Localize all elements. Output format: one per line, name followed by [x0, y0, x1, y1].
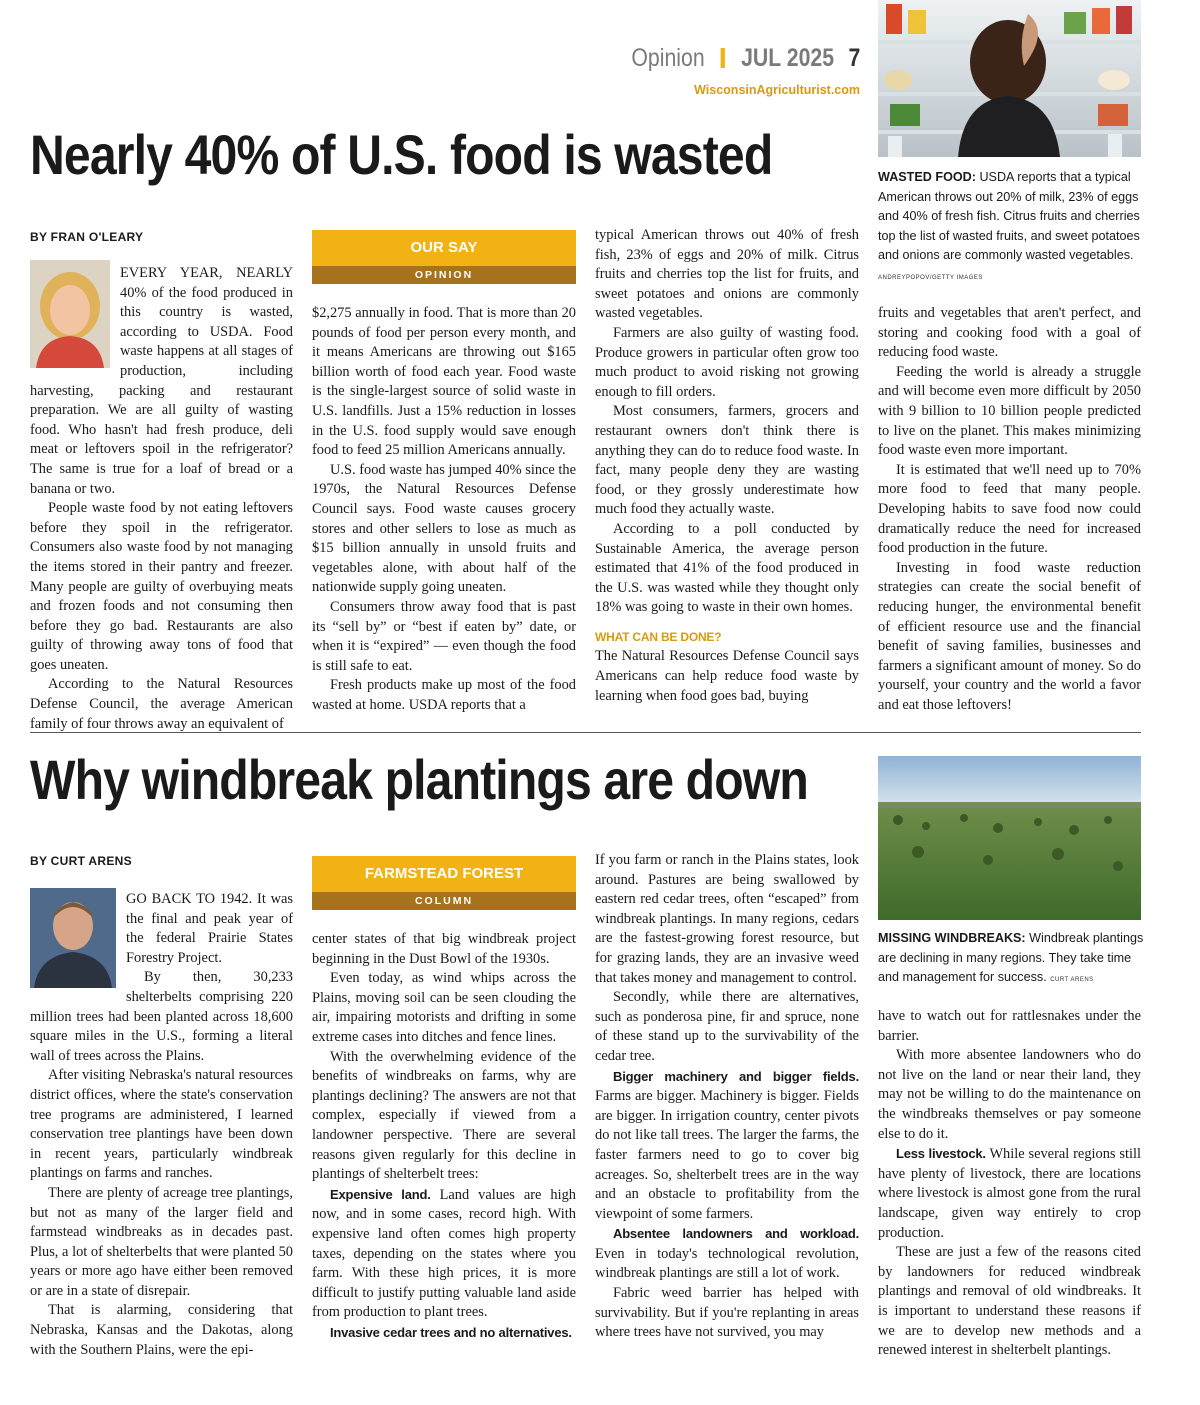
paragraph: Fabric weed barrier has helped with survivability. But if you're replanting in areas where trees have not survived, you may — [595, 1285, 859, 1341]
woman-at-fridge-illustration — [878, 0, 1141, 157]
paragraph: Consumers throw away food that is past its “sell by” or “best if eaten by” date, or when it is “expired” — even though the food is still safe to eat. — [312, 598, 576, 674]
paragraph: Secondly, while there are alternatives, such as ponderosa pine, fir and spruce, none of these stand up to the survivability of the cedar tree. — [595, 989, 859, 1064]
paragraph-text: While several regions still have plenty of livestock, there are locations where livestock is almost gone from the rural landscape, given way entirely to crop production. — [878, 1146, 1141, 1241]
caption-label: MISSING WINDBREAKS: — [878, 931, 1026, 945]
subhead-what-can-be-done: WHAT CAN BE DONE? — [595, 629, 722, 644]
page-number: 7 — [848, 44, 860, 72]
article1-headline: Nearly 40% of U.S. food is wasted — [30, 123, 773, 186]
subhead-expensive-land: Expensive land. — [330, 1186, 431, 1202]
paragraph — [312, 1323, 576, 1344]
paragraph: Fresh products make up most of the food wasted at home. USDA reports that a — [312, 677, 576, 713]
article1-lead-paragraph: EVERY YEAR, NEARLY 40% of the food produced in this country is wasted, according to USDA. Food waste happens at all stages of production, including harvesting, packing and restaurant preparation. We are all guilty of wasting food. Who hasn't had fresh produce, deli meat or leftovers spoil in the refrigerator? The same is true for a loaf of bread or a banana or two. — [30, 265, 293, 497]
farmstead-forest-tag — [312, 856, 576, 910]
paragraph: have to watch out for rattlesnakes under the barrier. — [878, 1008, 1141, 1044]
tag-sub: COLUMN — [312, 892, 576, 910]
paragraph: Farmers are also guilty of wasting food. Produce growers in particular often grow too much product to avoid risking not growing enough to fill orders. — [595, 324, 859, 400]
header-divider — [720, 48, 724, 68]
subhead-bigger-machinery: Bigger machinery and bigger fields. — [613, 1068, 859, 1084]
prairie-landscape-illustration — [878, 756, 1141, 920]
paragraph — [878, 1144, 1141, 1243]
caption-text: Windbreak plantings are declining in many regions. They take time and management for success. — [878, 931, 1144, 984]
paragraph — [595, 1067, 859, 1225]
paragraph: Even today, as wind whips across the Plains, moving soil can be seen clouding the air, impairing motorists and drifting in some extreme cases into ditches and fence lines. — [312, 970, 576, 1045]
article2-column-1 — [30, 890, 293, 1360]
paragraph: With more absentee landowners who do not live on the land or near their land, they may not be willing to do the maintenance on the windbreaks themselves or pay someone else to do it. — [878, 1047, 1141, 1142]
paragraph: People waste food by not eating leftovers before they spoil in the refrigerator. Consumers also waste food by not managing the items stored in their pantry and freezer. Many people are guilty of overbuying meats and frozen foods and not consuming then before they go bad. Restaurants are also guilty of throwing away tons of food that goes uneaten. — [30, 500, 293, 673]
caption-text: USDA reports that a typical American throws out 20% of milk, 23% of eggs and 40% of fresh fish. Citrus fruits and cherries top the list of wasted fruits, and sweet potatoes and onions are commonly wasted vegetables. — [878, 170, 1140, 262]
fridge-photo — [878, 0, 1141, 157]
paragraph: There are plenty of acreage tree plantings, but not as many of the larger field and farmstead windbreaks as in decades past. Plus, a lot of shelterbelts that were planted 50 years or more ago have either been removed or are in a state of disrepair. — [30, 1184, 293, 1299]
article2-photo-caption — [878, 929, 1148, 991]
article1-byline: BY FRAN O'LEARY — [30, 230, 144, 244]
windbreak-photo — [878, 756, 1141, 920]
tag-sub: OPINION — [312, 266, 576, 284]
article2-headline: Why windbreak plantings are down — [30, 748, 808, 811]
paragraph: If you farm or ranch in the Plains states, look around. Pastures are being swallowed by eastern red cedar trees, often “escaped” from windbreak plantings. In many regions, cedars are the fastest-growing forest resource, but for grazing lands, they are an invasive weed that takes money and management to control. — [595, 852, 859, 986]
page-header — [600, 44, 860, 100]
article-divider — [30, 732, 1141, 733]
paragraph: Most consumers, farmers, grocers and restaurant owners don't think there is anything they can do to reduce food waste. In fact, many people deny they are wasting food, or they grossly underestimate how much food they actually waste. — [595, 403, 859, 518]
tag-label: FARMSTEAD FOREST — [312, 856, 576, 892]
subhead-less-livestock: Less livestock. — [896, 1146, 986, 1162]
author-photo-curt — [30, 888, 116, 988]
caption-label: WASTED FOOD: — [878, 170, 976, 184]
paragraph: fruits and vegetables that aren't perfect, and storing and cooking food with a goal of reducing food waste. — [878, 305, 1141, 361]
subhead-absentee-landowners: Absentee landowners and workload. — [613, 1226, 859, 1242]
article1-column-2 — [312, 304, 576, 715]
article2-byline: BY CURT ARENS — [30, 854, 132, 868]
paragraph-text: Even in today's technological revolution, windbreak plantings are still a lot of work. — [595, 1245, 859, 1282]
photo-credit: CURT ARENS — [1050, 977, 1094, 983]
paragraph-text: Farms are bigger. Machinery is bigger. Fields are bigger. In irrigation country, center pivots do not like tall trees. The larger the farms, the faster farmers need to go to cover big acreages. So, shelterbelt trees are in the way and an obstacle to profitability from the viewpoint of some farmers. — [595, 1088, 859, 1222]
subhead-invasive-cedar: Invasive cedar trees and no alternatives. — [330, 1324, 572, 1340]
paragraph: It is estimated that we'll need up to 70% more food to feed that many people. Developing habits to save food now could dramatically reduce the need for increased food production in the future. — [878, 461, 1141, 557]
paragraph: $2,275 annually in food. That is more than 20 pounds of food per person every month, and it means Americans are throwing out $165 billion worth of food each year. Food waste is the single-largest source of solid waste in U.S. landfills. Just a 15% reduction in losses in the U.S. food supply would save enough food to feed 25 million Americans annually. — [312, 305, 576, 459]
article1-photo-caption — [878, 168, 1148, 288]
article2-lead-paragraph: GO BACK TO 1942. It was the final and peak year of the federal Prairie States Forestry Project. — [126, 891, 293, 966]
paragraph: Investing in food waste reduction strategies can create the social benefit of reducing hunger, the environmental benefit of efficient resource use and the financial benefit of saving families, businesses and farmers a significant amount of money. So do yourself, your country and the world a favor and eat those leftovers! — [878, 559, 1141, 713]
website-url[interactable]: WisconsinAgriculturist.com — [694, 83, 860, 97]
paragraph: These are just a few of the reasons cited by landowners for reduced windbreak plantings and removal of old windbreaks. It is important to understand these reasons if we are to develop new methods and a renewed interest in shelterbelt plantings. — [878, 1244, 1141, 1359]
article1-column-1 — [30, 264, 293, 734]
our-say-tag — [312, 230, 576, 284]
article2-column-4 — [878, 1007, 1141, 1361]
issue-date: JUL 2025 — [740, 44, 834, 72]
paragraph: With the overwhelming evidence of the benefits of windbreaks on farms, why are plantings declining? The answers are not that complex, especially if viewed from a landowner perspective. There are several reasons given regularly for this decline in plantings of shelterbelt trees: — [312, 1048, 576, 1183]
article1-column-3 — [595, 226, 859, 706]
paragraph: That is alarming, considering that Nebraska, Kansas and the Dakotas, along with the Southern Plains, were the epi- — [30, 1302, 293, 1358]
section-label: Opinion — [631, 44, 705, 72]
paragraph: Feeding the world is already a struggle and will become even more difficult by 2050 with 9 billion to 10 billion people predicted to live on the planet. This makes minimizing food waste even more important. — [878, 363, 1141, 459]
tag-label: OUR SAY — [312, 230, 576, 266]
paragraph: By then, 30,233 shelterbelts comprising 220 million trees had been planted across 18,600 square miles in the U.S., forming a literal wall of trees across the Plains. — [30, 969, 293, 1064]
article2-column-2 — [312, 930, 576, 1343]
paragraph-text: Land values are high now, and in some cases, record high. With expensive land often comes high property taxes, depending on the states where you farm. With these high prices, it is more difficult to justify putting valuable land aside from production to plant trees. — [312, 1186, 576, 1321]
paragraph: center states of that big windbreak project beginning in the Dust Bowl of the 1930s. — [312, 931, 576, 967]
paragraph: typical American throws out 40% of fresh fish, 23% of eggs and 20% of milk. Citrus fruits and cherries top the list for fruits, and sweet potatoes and onions are commonly wasted vegetables. — [595, 227, 859, 322]
photo-credit: ANDREYPOPOV/GETTY IMAGES — [878, 274, 983, 281]
paragraph — [312, 1185, 576, 1323]
article1-column-4 — [878, 304, 1141, 715]
author-photo-fran — [30, 260, 110, 368]
article2-column-3 — [595, 851, 859, 1343]
paragraph — [595, 1224, 859, 1284]
paragraph: U.S. food waste has jumped 40% since the 1970s, the Natural Resources Defense Council says. Food waste causes grocery stores and other sellers to lose as much as $15 billion annually in unsold fruits and vegetables alone, with about half of the nationwide supply going uneaten. — [312, 461, 576, 596]
paragraph: The Natural Resources Defense Council says Americans can help reduce food waste by learning when food goes bad, buying — [595, 648, 859, 704]
paragraph: After visiting Nebraska's natural resources district offices, where the state's conservation tree programs are administered, I learned conservation tree plantings have been down in recent years, particularly windbreak plantings on farms and ranches. — [30, 1067, 293, 1182]
paragraph: According to the Natural Resources Defense Council, the average American family of four throws away an equivalent of — [30, 676, 293, 732]
paragraph: According to a poll conducted by Sustainable America, the average person estimated that 41% of the food produced in the U.S. was wasted while they thought only 18% was going to waste in their own homes. — [595, 520, 859, 616]
